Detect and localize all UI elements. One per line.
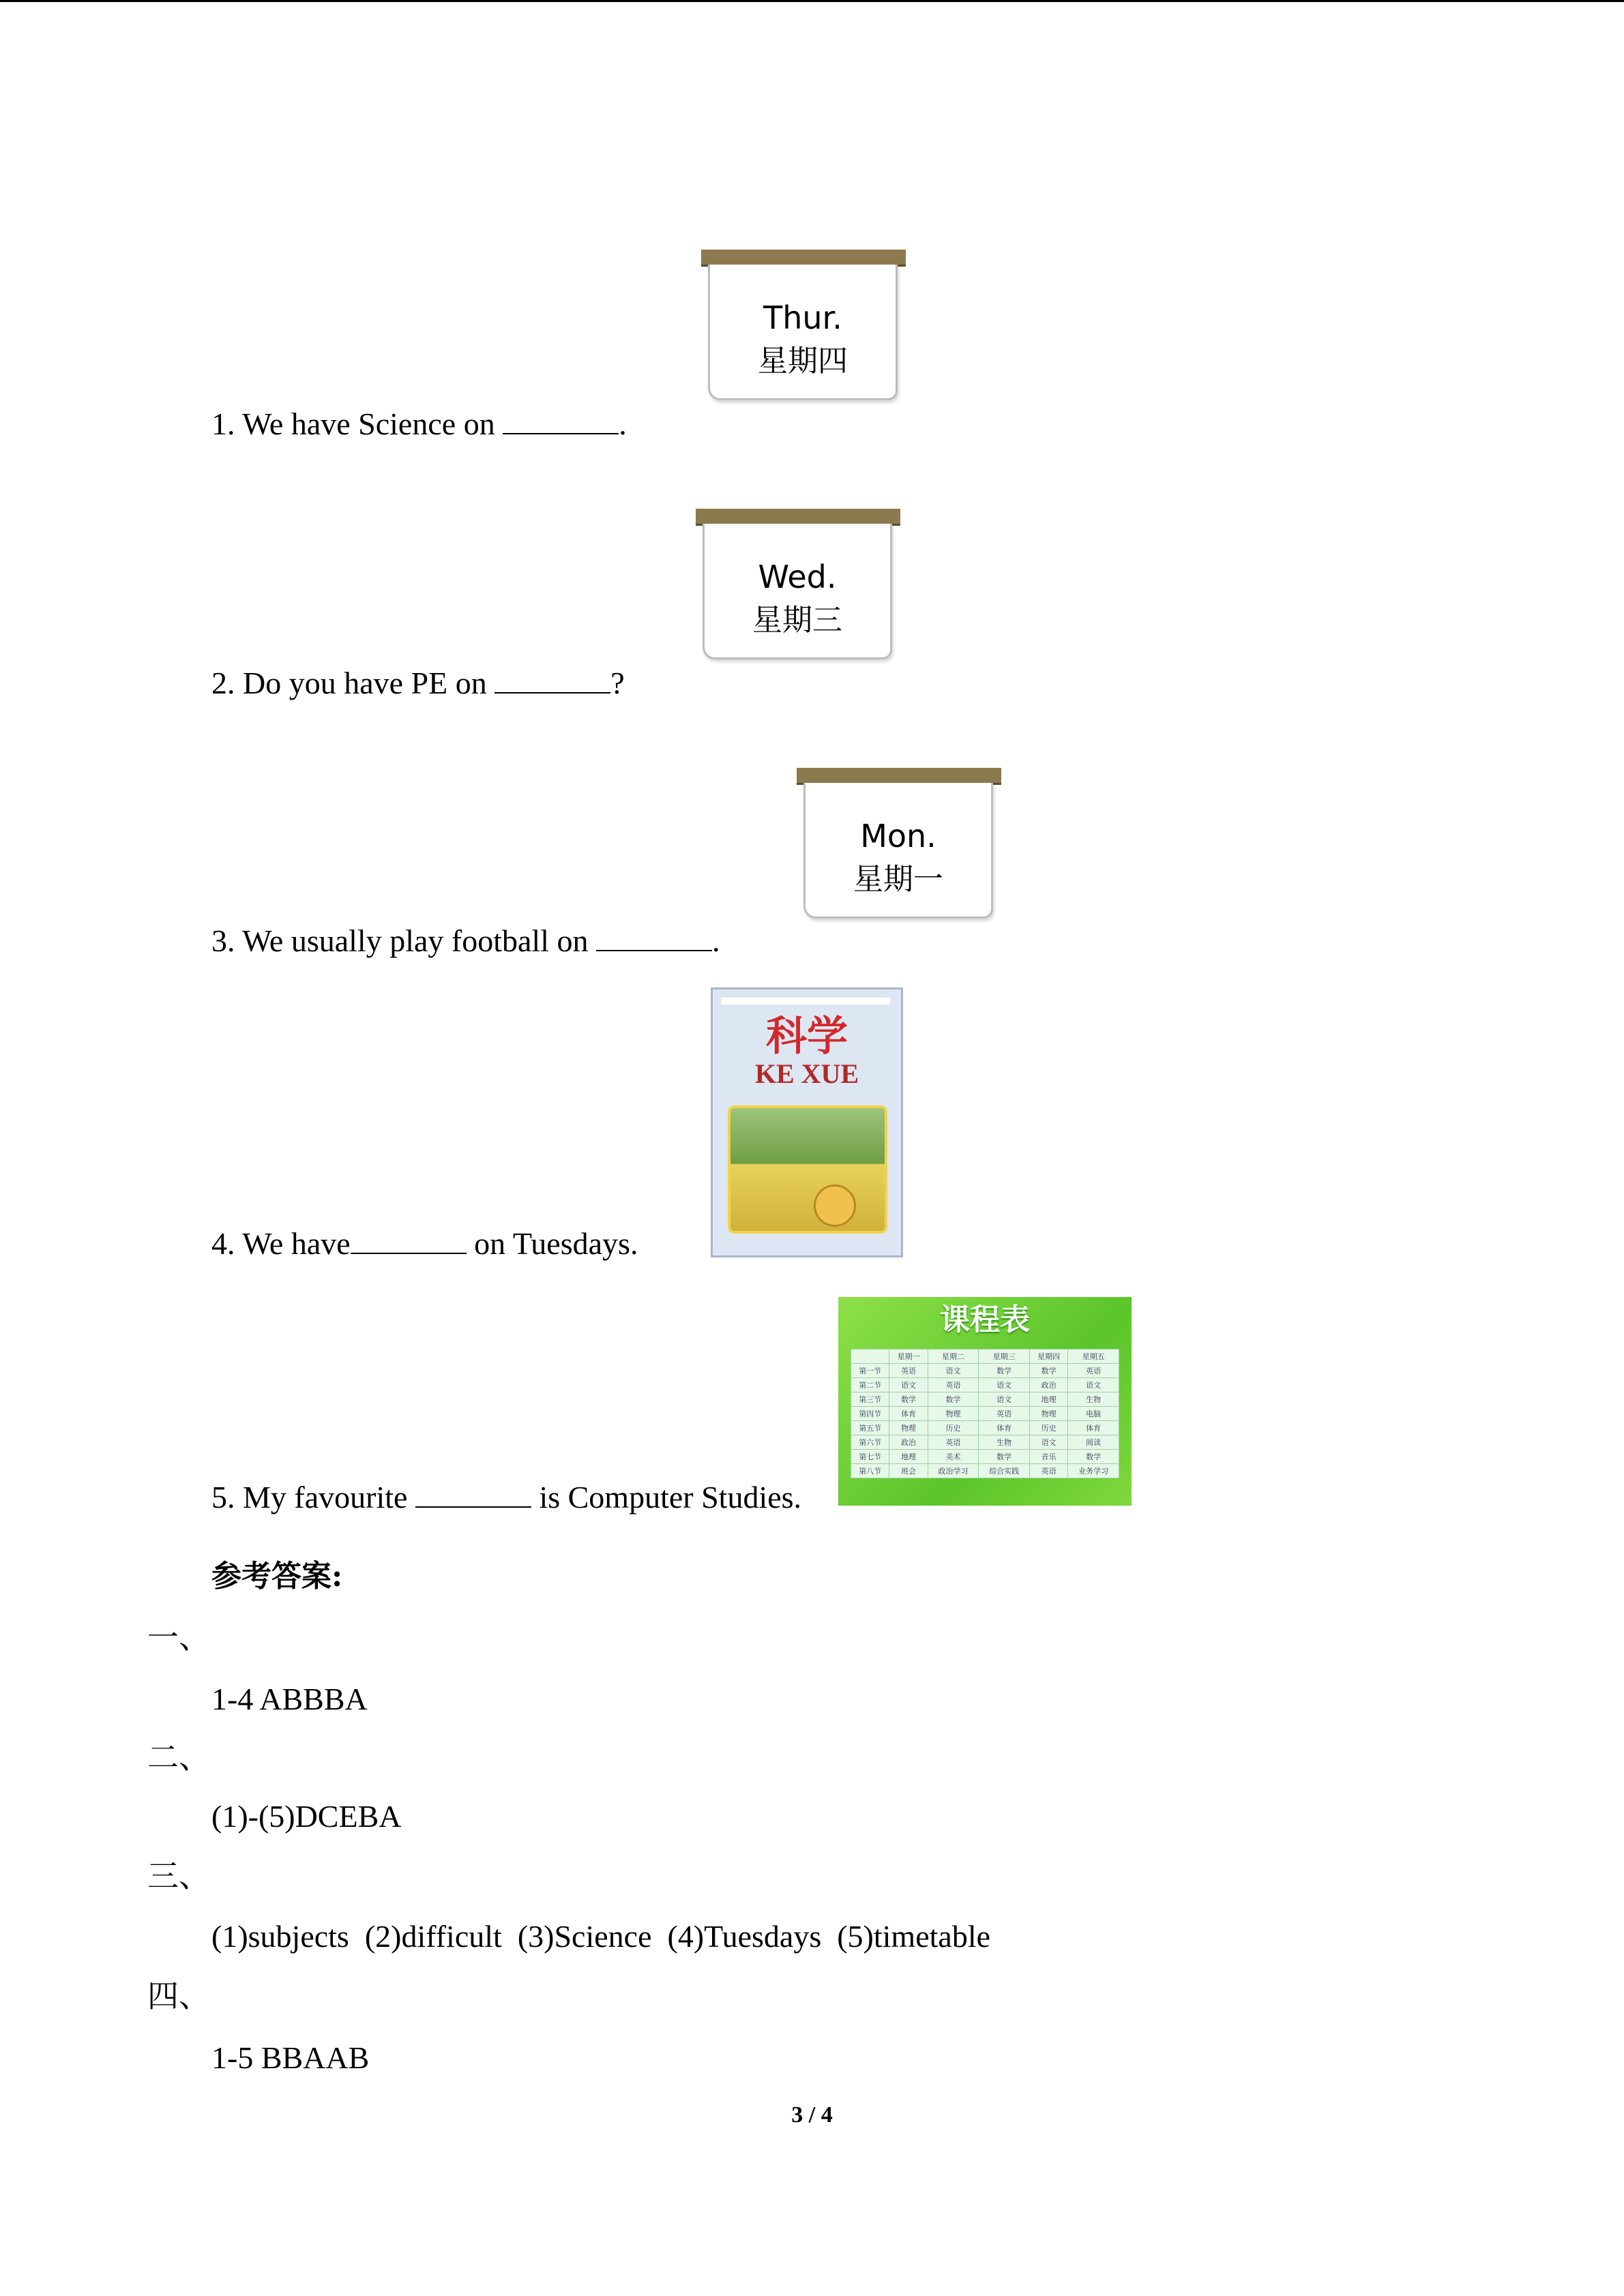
- timetable-cell: 英语: [979, 1407, 1030, 1421]
- timetable-cell: 星期三: [979, 1350, 1030, 1364]
- timetable-cell: 英语: [928, 1378, 979, 1392]
- timetable-cell: 政治学习: [928, 1464, 979, 1478]
- timetable-cell: 阅读: [1068, 1435, 1119, 1450]
- timetable-cell: 数学: [928, 1392, 979, 1407]
- timetable-cell: 数学: [979, 1364, 1030, 1378]
- question-text-before: We have Science on: [242, 406, 503, 441]
- calendar-page: [703, 524, 892, 659]
- timetable-cell: 第三节: [851, 1392, 889, 1407]
- question-5: [211, 1478, 801, 1517]
- timetable-cell: 电脑: [1068, 1407, 1119, 1421]
- question-text-before: Do you have PE on: [243, 666, 495, 700]
- timetable-cell: 第六节: [851, 1435, 889, 1450]
- timetable-cell: 体育: [979, 1421, 1030, 1435]
- timetable-cell: 第五节: [851, 1421, 889, 1435]
- question-number: 2.: [211, 666, 235, 700]
- timetable-cell: 第四节: [851, 1407, 889, 1421]
- calendar-card-thursday: [701, 250, 906, 404]
- timetable-cell: 综合实践: [979, 1464, 1030, 1478]
- timetable-row: [851, 1464, 1119, 1478]
- timetable-title: 课程表: [940, 1302, 1030, 1337]
- timetable-row: [851, 1407, 1119, 1421]
- question-4: [211, 1225, 638, 1263]
- timetable-cell: 物理: [1029, 1407, 1067, 1421]
- question-text-before: We usually play football on: [242, 923, 596, 958]
- question-text-after: on Tuesdays.: [466, 1226, 638, 1261]
- timetable-cell: 历史: [928, 1421, 979, 1435]
- calendar-page: [708, 265, 898, 400]
- timetable-cell: 第八节: [851, 1464, 889, 1478]
- page-top-rule: [0, 0, 1624, 2]
- timetable-cell: 数学: [1068, 1450, 1119, 1464]
- answer-section-label-4: 四、: [147, 1979, 210, 2014]
- timetable-cell: 数学: [1029, 1364, 1067, 1378]
- timetable-row: [851, 1450, 1119, 1464]
- calendar-chinese-day: 星期一: [853, 862, 943, 897]
- timetable-cell: 星期二: [928, 1350, 979, 1364]
- timetable-row: [851, 1350, 1119, 1364]
- timetable-cell: 政治: [1029, 1378, 1067, 1392]
- timetable-cell: 音乐: [1029, 1450, 1067, 1464]
- smiling-potato-character-icon: [814, 1184, 856, 1227]
- calendar-chinese-day: 星期四: [758, 344, 848, 378]
- question-text-after: is Computer Studies.: [531, 1480, 802, 1515]
- answer-key-title: 参考答案:: [211, 1559, 343, 1594]
- question-text-after: .: [711, 923, 720, 958]
- timetable-cell: 英语: [928, 1435, 979, 1450]
- question-text-before: We have: [242, 1226, 351, 1261]
- timetable-cell: 班会: [889, 1464, 928, 1478]
- timetable-cell: 物理: [889, 1421, 928, 1435]
- timetable-row: [851, 1392, 1119, 1407]
- question-text-after: .: [619, 406, 627, 441]
- calendar-chinese-day: 星期三: [752, 603, 842, 638]
- book-cover-landscape-illustration: [728, 1105, 887, 1234]
- question-3: [211, 922, 720, 960]
- timetable-cell: 星期一: [889, 1350, 928, 1364]
- timetable-cell: 语文: [1029, 1435, 1067, 1450]
- timetable-cell: 英语: [889, 1364, 928, 1378]
- answer-section-text-2: (1)-(5)DCEBA: [211, 1799, 402, 1834]
- timetable-row: [851, 1378, 1119, 1392]
- timetable-cell: 星期四: [1029, 1350, 1067, 1364]
- book-subtitle: KE XUE: [754, 1058, 859, 1089]
- calendar-english-day: Thur.: [763, 299, 842, 336]
- calendar-english-day: Wed.: [758, 558, 837, 595]
- timetable-cell: 英语: [1068, 1364, 1119, 1378]
- question-number: 3.: [211, 923, 235, 958]
- timetable-row: [851, 1435, 1119, 1450]
- answer-section-text-4: 1-5 BBAAB: [211, 2040, 370, 2075]
- timetable-cell: 历史: [1029, 1421, 1067, 1435]
- timetable-cell: 语文: [979, 1392, 1030, 1407]
- question-number: 1.: [211, 406, 235, 441]
- question-number: 5.: [211, 1480, 235, 1515]
- page-number: 3 / 4: [791, 2102, 833, 2128]
- question-number: 4.: [211, 1226, 235, 1261]
- timetable-cell: 第一节: [851, 1364, 889, 1378]
- question-2: [211, 664, 625, 702]
- answer-section-text-1: 1-4 ABBBA: [211, 1682, 368, 1716]
- book-title: 科学: [766, 1013, 848, 1060]
- question-text-after: ?: [610, 666, 625, 700]
- timetable-cell: 生物: [979, 1435, 1030, 1450]
- timetable-cell: 美术: [928, 1450, 979, 1464]
- science-textbook-cover: [711, 987, 903, 1257]
- timetable-cell: 政治: [889, 1435, 928, 1450]
- question-1: [211, 405, 627, 443]
- book-header-strip: [721, 998, 890, 1004]
- timetable-cell: 语文: [889, 1378, 928, 1392]
- answer-blank[interactable]: [351, 1228, 467, 1254]
- answer-blank[interactable]: [503, 408, 619, 434]
- answer-section-label-3: 三、: [147, 1859, 210, 1894]
- question-text-before: My favourite: [243, 1480, 415, 1515]
- timetable-cell: [851, 1350, 889, 1364]
- answer-blank[interactable]: [596, 925, 712, 951]
- timetable-cell: 地理: [1029, 1392, 1067, 1407]
- timetable-cell: 数学: [889, 1392, 928, 1407]
- timetable-cell: 第七节: [851, 1450, 889, 1464]
- answer-blank[interactable]: [415, 1482, 531, 1508]
- timetable-row: [851, 1421, 1119, 1435]
- calendar-page: [803, 783, 993, 919]
- timetable-grid: [851, 1349, 1119, 1478]
- timetable-cell: 体育: [889, 1407, 928, 1421]
- timetable-cell: 数学: [979, 1450, 1030, 1464]
- timetable-cell: 语文: [928, 1364, 979, 1378]
- timetable-cell: 体育: [1068, 1421, 1119, 1435]
- answer-section-label-2: 二、: [147, 1740, 210, 1775]
- answer-blank[interactable]: [494, 668, 610, 694]
- timetable-cell: 地理: [889, 1450, 928, 1464]
- timetable-cell: 星期五: [1068, 1350, 1119, 1364]
- timetable-cell: 语文: [1068, 1378, 1119, 1392]
- timetable-cell: 业务学习: [1068, 1464, 1119, 1478]
- calendar-card-wednesday: [696, 509, 900, 663]
- timetable-cell: 第二节: [851, 1378, 889, 1392]
- timetable-row: [851, 1364, 1119, 1378]
- answer-section-text-3: (1)subjects (2)difficult (3)Science (4)Tuesdays (5)timetable: [211, 1919, 991, 1954]
- answer-section-label-1: 一、: [147, 1620, 210, 1655]
- calendar-english-day: Mon.: [860, 818, 936, 854]
- calendar-card-monday: [797, 768, 1001, 922]
- timetable-cell: 英语: [1029, 1464, 1067, 1478]
- timetable-cell: 物理: [928, 1407, 979, 1421]
- timetable-cell: 语文: [979, 1378, 1030, 1392]
- timetable-image: [838, 1297, 1132, 1506]
- timetable-cell: 生物: [1068, 1392, 1119, 1407]
